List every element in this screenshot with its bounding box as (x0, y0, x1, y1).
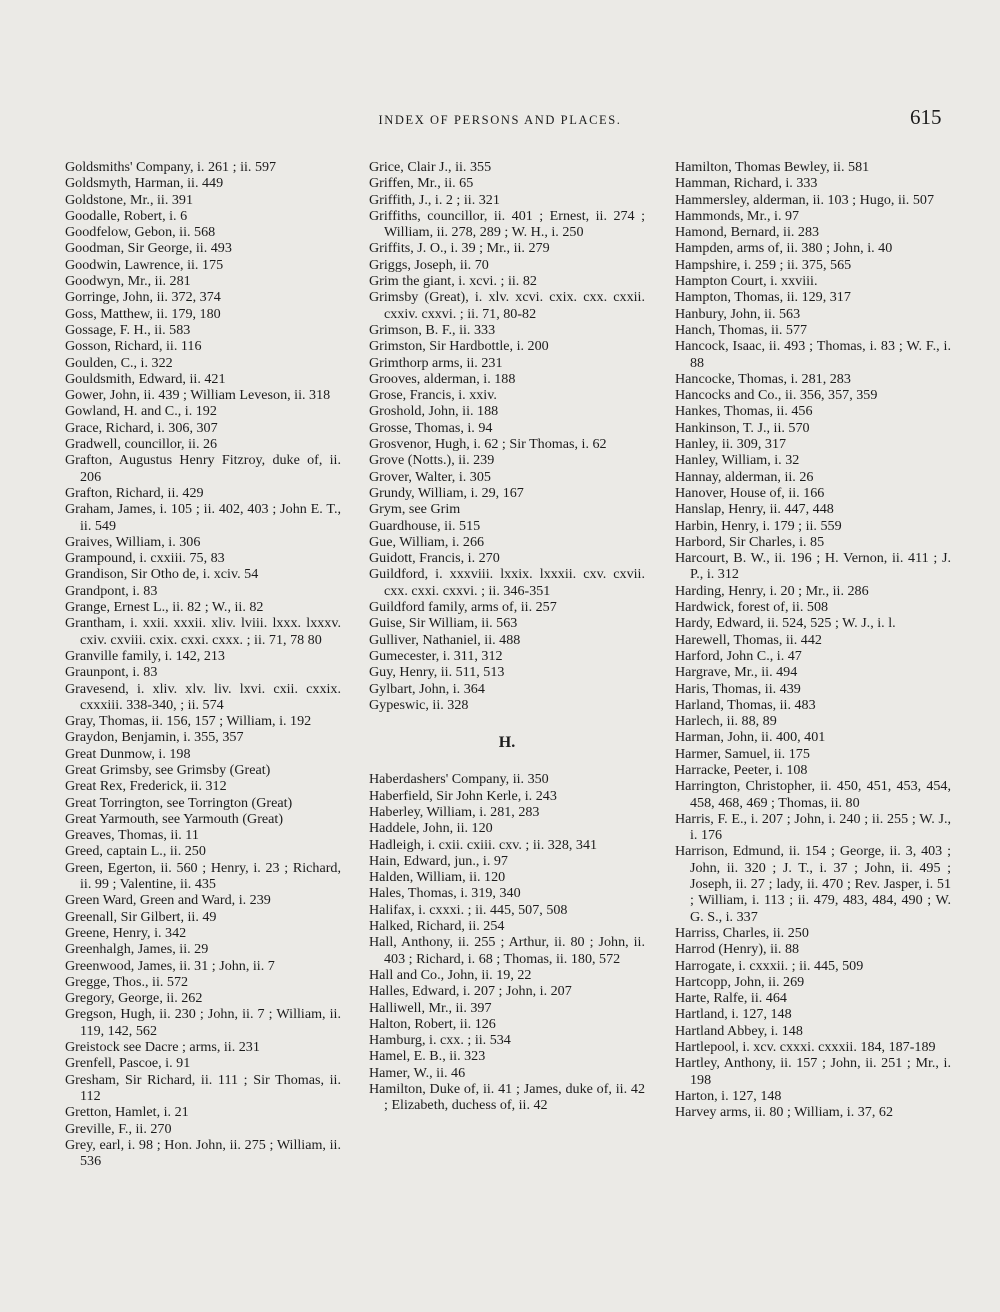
index-entry: Hankinson, T. J., ii. 570 (675, 419, 810, 436)
index-entry: Hamond, Bernard, ii. 283 (675, 224, 820, 241)
index-entry: Hammersley, alderman, ii. 103 ; Hugo, ii. 507 (675, 191, 934, 208)
index-entry: Harford, John C., i. 47 (675, 647, 802, 664)
index-entry: Guise, Sir William, ii. 563 (369, 615, 518, 632)
index-column-1 (65, 159, 341, 1169)
index-entry: Gregson, Hugh, ii. 230 ; John, ii. 7 ; William, ii. 119, 142, 562 (65, 1006, 341, 1039)
index-entry: Gosson, Richard, ii. 116 (65, 338, 202, 355)
index-entry: Hamer, W., ii. 46 (369, 1064, 466, 1081)
index-entry: Goodalle, Robert, i. 6 (65, 207, 188, 224)
index-entry: Gylbart, John, i. 364 (369, 680, 485, 697)
index-entry: Hancocks and Co., ii. 356, 357, 359 (675, 387, 878, 404)
index-entry: Goldstone, Mr., ii. 391 (65, 191, 194, 208)
index-entry: Greaves, Thomas, ii. 11 (65, 827, 199, 844)
index-entry: Hanch, Thomas, ii. 577 (675, 321, 808, 338)
index-entry: Grandpont, i. 83 (65, 582, 158, 599)
index-entry: Halden, William, ii. 120 (369, 869, 506, 886)
index-entry: Great Dunmow, i. 198 (65, 745, 191, 762)
index-entry: Hamman, Richard, i. 333 (675, 175, 818, 192)
index-entry: Haddele, John, ii. 120 (369, 820, 493, 837)
index-entry: Grantham, i. xxii. xxxii. xliv. lviii. lxxx. lxxxv. cxiv. cxviii. cxix. cxxi. cxxx. ; ii. 71, 78 80 (65, 615, 341, 648)
index-entry: Graives, William, i. 306 (65, 533, 201, 550)
index-entry: Gower, John, ii. 439 ; William Leveson, ii. 318 (65, 387, 331, 404)
index-entry: Guildford, i. xxxviii. lxxix. lxxxii. cxv. cxvii. cxx. cxxi. cxxvi. ; ii. 346-351 (369, 566, 645, 599)
index-entry: Gresham, Sir Richard, ii. 111 ; Sir Thomas, ii. 112 (65, 1071, 341, 1104)
index-entry: Hadleigh, i. cxii. cxiii. cxv. ; ii. 328, 341 (369, 836, 598, 853)
index-entry: Hales, Thomas, i. 319, 340 (369, 885, 521, 902)
page-number: 615 (910, 105, 942, 129)
index-column-3 (675, 159, 951, 1121)
index-entry: Harvey arms, ii. 80 ; William, i. 37, 62 (675, 1104, 893, 1121)
index-entry: Goulden, C., i. 322 (65, 354, 173, 371)
index-entry: Guardhouse, ii. 515 (369, 517, 481, 534)
index-entry: Gray, Thomas, ii. 156, 157 ; William, i. 192 (65, 713, 312, 730)
index-entry: Griffen, Mr., ii. 65 (369, 175, 474, 192)
index-entry: Greenhalgh, James, ii. 29 (65, 941, 209, 958)
index-entry: Hamilton, Thomas Bewley, ii. 581 (675, 159, 870, 175)
index-entry: Halifax, i. cxxxi. ; ii. 445, 507, 508 (369, 901, 568, 918)
index-entry: Hartley, Anthony, ii. 157 ; John, ii. 251 ; Mr., i. 198 (675, 1055, 951, 1088)
index-entry: Gretton, Hamlet, i. 21 (65, 1104, 189, 1121)
index-entry: Hanslap, Henry, ii. 447, 448 (675, 501, 834, 518)
index-entry: Harman, John, ii. 400, 401 (675, 729, 826, 746)
index-entry: Harrod (Henry), ii. 88 (675, 941, 800, 958)
index-entry: Grampound, i. cxxiii. 75, 83 (65, 550, 225, 567)
index-entry: Gregory, George, ii. 262 (65, 990, 203, 1007)
index-entry: Greenwood, James, ii. 31 ; John, ii. 7 (65, 957, 275, 974)
index-entry: Halliwell, Mr., ii. 397 (369, 999, 492, 1016)
index-entry: Greville, F., ii. 270 (65, 1120, 172, 1137)
index-entry: Haberdashers' Company, ii. 350 (369, 771, 549, 788)
index-entry: Griggs, Joseph, ii. 70 (369, 256, 489, 273)
index-entry: Greed, captain L., ii. 250 (65, 843, 206, 860)
index-entry: Hardy, Edward, ii. 524, 525 ; W. J., i. l. (675, 615, 896, 632)
index-entry: Haberfield, Sir John Kerle, i. 243 (369, 787, 557, 804)
index-entry: Harrison, Edmund, ii. 154 ; George, ii. 3, 403 ; John, ii. 320 ; J. T., i. 37 ; John, ii. 495 ; Joseph, ii. 27 ; lady, ii. 470 ; Rev. Jasper, i. 51 ; William, i. 113 ; ii. 479, 483, 484, 490 ; W. G. S., i. 337 (675, 843, 951, 925)
index-entry: Graunpont, i. 83 (65, 664, 158, 681)
index-entry: Goodman, Sir George, ii. 493 (65, 240, 232, 257)
index-entry: Harrington, Christopher, ii. 450, 451, 453, 454, 458, 468, 469 ; Thomas, ii. 80 (675, 778, 951, 811)
index-entry: Gravesend, i. xliv. xlv. liv. lxvi. cxii. cxxix. cxxxiii. 338-340, ; ii. 574 (65, 680, 341, 713)
index-entry: Great Rex, Frederick, ii. 312 (65, 778, 227, 795)
index-entry: Goss, Matthew, ii. 179, 180 (65, 305, 221, 322)
index-entry: Griffiths, councillor, ii. 401 ; Ernest, ii. 274 ; William, ii. 278, 289 ; W. H., i. 250 (369, 207, 645, 241)
index-entry: Hampden, arms of, ii. 380 ; John, i. 40 (675, 240, 893, 257)
index-entry: Griffith, J., i. 2 ; ii. 321 (369, 191, 500, 208)
index-entry: Harcourt, B. W., ii. 196 ; H. Vernon, ii. 411 ; J. P., i. 312 (675, 550, 951, 583)
index-entry: Harriss, Charles, ii. 250 (675, 924, 809, 941)
index-entry: Hardwick, forest of, ii. 508 (675, 599, 829, 616)
index-entry: Grandison, Sir Otho de, i. xciv. 54 (65, 566, 259, 583)
index-entry: Harracke, Peeter, i. 108 (675, 761, 808, 778)
index-entry: Goodfelow, Gebon, ii. 568 (65, 224, 216, 241)
index-entry: Goldsmyth, Harman, ii. 449 (65, 175, 224, 192)
index-entry: Goodwin, Lawrence, ii. 175 (65, 256, 224, 273)
index-entry: Hanley, ii. 309, 317 (675, 436, 787, 453)
index-entry: Graham, James, i. 105 ; ii. 402, 403 ; John E. T., ii. 549 (65, 501, 341, 534)
index-entry: Gorringe, John, ii. 372, 374 (65, 289, 221, 306)
index-entry: Harmer, Samuel, ii. 175 (675, 745, 810, 762)
running-header: INDEX OF PERSONS AND PLACES. (378, 113, 622, 127)
index-entry: Greenall, Sir Gilbert, ii. 49 (65, 908, 217, 925)
index-entry: Harewell, Thomas, ii. 442 (675, 631, 822, 648)
index-entry: Hamilton, Duke of, ii. 41 ; James, duke of, ii. 42 ; Elizabeth, duchess of, ii. 42 (369, 1081, 645, 1114)
index-entry: Grimson, B. F., ii. 333 (369, 321, 496, 338)
index-entry: Grice, Clair J., ii. 355 (369, 159, 492, 175)
index-entry: Harris, F. E., i. 207 ; John, i. 240 ; ii. 255 ; W. J., i. 176 (675, 810, 951, 844)
index-entry: Hampton Court, i. xxviii. (675, 273, 818, 290)
index-entry: Grim the giant, i. xcvi. ; ii. 82 (369, 273, 537, 290)
index-entry: Gue, William, i. 266 (369, 533, 485, 550)
index-entry: Harbord, Sir Charles, i. 85 (675, 533, 825, 550)
index-entry: Grafton, Augustus Henry Fitzroy, duke of, ii. 206 (65, 452, 341, 485)
index-entry: Grace, Richard, i. 306, 307 (65, 419, 218, 436)
index-entry: Hartland Abbey, i. 148 (675, 1022, 803, 1039)
index-entry: Harton, i. 127, 148 (675, 1087, 782, 1104)
index-entry: Grose, Francis, i. xxiv. (369, 387, 497, 404)
index-entry: Harding, Henry, i. 20 ; Mr., ii. 286 (675, 582, 869, 599)
index-entry: Gossage, F. H., ii. 583 (65, 321, 191, 338)
index-entry: Harlech, ii. 88, 89 (675, 713, 777, 730)
index-entry: Granville family, i. 142, 213 (65, 647, 225, 664)
index-entry: Great Yarmouth, see Yarmouth (Great) (65, 810, 284, 827)
index-entry: Hargrave, Mr., ii. 494 (675, 664, 798, 681)
index-entry: Hannay, alderman, ii. 26 (675, 468, 814, 485)
index-entry: Hall and Co., John, ii. 19, 22 (369, 966, 532, 983)
index-entry: Green, Egerton, ii. 560 ; Henry, i. 23 ; Richard, ii. 99 ; Valentine, ii. 435 (65, 859, 341, 893)
index-entry: Graydon, Benjamin, i. 355, 357 (65, 729, 244, 746)
index-entry: Great Grimsby, see Grimsby (Great) (65, 761, 271, 778)
index-entry: Hanbury, John, ii. 563 (675, 305, 801, 322)
index-entry: Harbin, Henry, i. 179 ; ii. 559 (675, 517, 842, 534)
index-entry: Grimthorp arms, ii. 231 (369, 354, 503, 371)
index-entry: Hanover, House of, ii. 166 (675, 484, 825, 501)
index-entry: Gulliver, Nathaniel, ii. 488 (369, 631, 521, 648)
index-entry: Goldsmiths' Company, i. 261 ; ii. 597 (65, 159, 277, 175)
index-entry: Hartcopp, John, ii. 269 (675, 973, 805, 990)
index-entry: Hankes, Thomas, ii. 456 (675, 403, 813, 420)
index-entry: Hanley, William, i. 32 (675, 452, 800, 469)
index-entry: Great Torrington, see Torrington (Great) (65, 794, 293, 811)
index-entry: Gumecester, i. 311, 312 (369, 647, 503, 664)
index-entry: Grym, see Grim (369, 501, 461, 518)
index-entry: Grundy, William, i. 29, 167 (369, 484, 524, 501)
index-entry: Gouldsmith, Edward, ii. 421 (65, 370, 226, 387)
index-entry: Hartlepool, i. xcv. cxxxi. cxxxii. 184, 187-189 (675, 1039, 936, 1056)
index-entry: Gregge, Thos., ii. 572 (65, 973, 189, 990)
index-entry: Haberley, William, i. 281, 283 (369, 803, 540, 820)
index-entry: Gradwell, councillor, ii. 26 (65, 436, 218, 453)
index-entry: Hancock, Isaac, ii. 493 ; Thomas, i. 83 ; W. F., i. 88 (675, 338, 951, 371)
index-entry: Halked, Richard, ii. 254 (369, 918, 505, 935)
index-entry: Harrogate, i. cxxxii. ; ii. 445, 509 (675, 957, 864, 974)
index-entry: Hammonds, Mr., i. 97 (675, 207, 800, 224)
index-entry: Groshold, John, ii. 188 (369, 403, 499, 420)
index-entry: Green Ward, Green and Ward, i. 239 (65, 892, 271, 909)
index-entry: Harland, Thomas, ii. 483 (675, 696, 816, 713)
index-entry: Grimston, Sir Hardbottle, i. 200 (369, 338, 549, 355)
index-column-2 (369, 159, 645, 1114)
index-entry: Hamel, E. B., ii. 323 (369, 1048, 486, 1065)
index-entry: Greistock see Dacre ; arms, ii. 231 (65, 1039, 260, 1056)
index-entry: Greene, Henry, i. 342 (65, 924, 187, 941)
index-entry: Hancocke, Thomas, i. 281, 283 (675, 370, 851, 387)
index-entry: Hall, Anthony, ii. 255 ; Arthur, ii. 80 ; John, ii. 403 ; Richard, i. 68 ; Thomas, ii. 180, 572 (369, 934, 645, 967)
index-entry: Hartland, i. 127, 148 (675, 1006, 792, 1023)
index-entry: Grove (Notts.), ii. 239 (369, 452, 495, 469)
index-entry: Grafton, Richard, ii. 429 (65, 484, 204, 501)
index-entry: Halton, Robert, ii. 126 (369, 1015, 496, 1032)
index-entry: Grooves, alderman, i. 188 (369, 370, 516, 387)
index-entry: Griffits, J. O., i. 39 ; Mr., ii. 279 (369, 240, 550, 257)
index-entry: Grosvenor, Hugh, i. 62 ; Sir Thomas, i. 62 (369, 436, 607, 453)
index-entry: Grey, earl, i. 98 ; Hon. John, ii. 275 ; William, ii. 536 (65, 1136, 341, 1170)
index-entry: Grenfell, Pascoe, i. 91 (65, 1055, 191, 1072)
index-entry: Hampton, Thomas, ii. 129, 317 (675, 289, 851, 306)
index-entry: Halles, Edward, i. 207 ; John, i. 207 (369, 983, 572, 1000)
index-entry: Gowland, H. and C., i. 192 (65, 403, 217, 420)
index-entry: Harte, Ralfe, ii. 464 (675, 990, 787, 1007)
index-entry: Gypeswic, ii. 328 (369, 696, 469, 713)
index-entry: Guidott, Francis, i. 270 (369, 550, 500, 567)
index-entry: Hain, Edward, jun., i. 97 (369, 852, 508, 869)
index-entry: Hampshire, i. 259 ; ii. 375, 565 (675, 256, 852, 273)
index-entry: Goodwyn, Mr., ii. 281 (65, 273, 191, 290)
index-entry: Guildford family, arms of, ii. 257 (369, 599, 557, 616)
index-entry: Haris, Thomas, ii. 439 (675, 680, 801, 697)
index-entry: Grimsby (Great), i. xlv. xcvi. cxix. cxx. cxxii. cxxiv. cxxvi. ; ii. 71, 80-82 (369, 289, 645, 322)
section-letter-heading: H. (498, 734, 516, 752)
index-entry: Hamburg, i. cxx. ; ii. 534 (369, 1032, 511, 1049)
index-entry: Guy, Henry, ii. 511, 513 (369, 664, 505, 681)
index-entry: Grover, Walter, i. 305 (369, 468, 491, 485)
index-entry: Grange, Ernest L., ii. 82 ; W., ii. 82 (65, 599, 264, 616)
index-entry: Grosse, Thomas, i. 94 (369, 419, 493, 436)
